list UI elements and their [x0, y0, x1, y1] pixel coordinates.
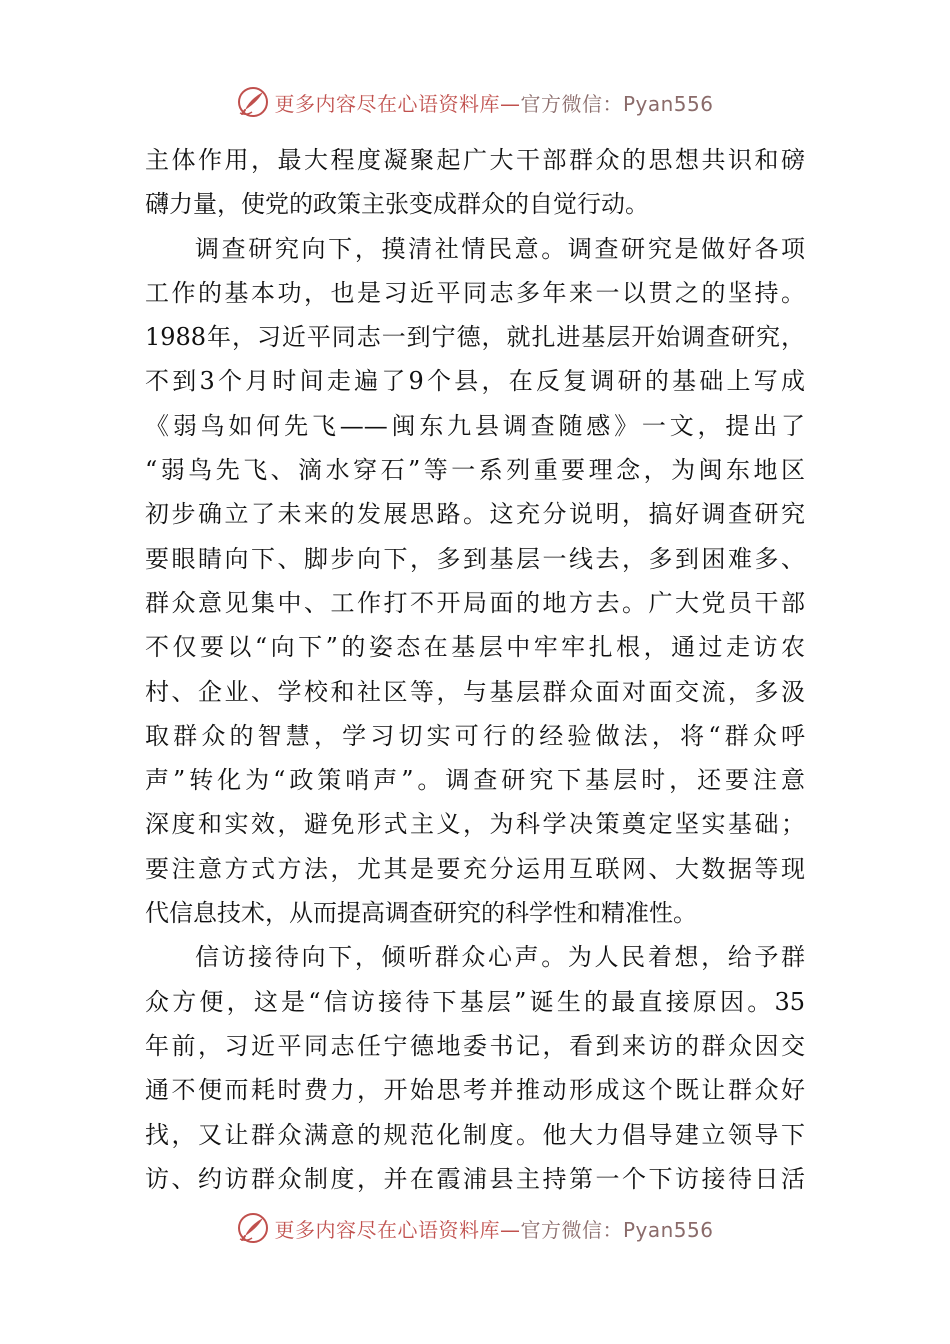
footer-banner-main: 更多内容尽在心语资料库 [274, 1217, 500, 1242]
header-banner-dash: — [499, 91, 521, 116]
header-banner-inner [236, 85, 713, 119]
text-line: 通不便而耗时费力，开始思考并推动形成这个既让群众好 [145, 1076, 805, 1105]
text-line: 1988年，习近平同志一到宁德，就扎进基层开始调查研究， [145, 323, 805, 352]
text-line: 众方便，这是“信访接待下基层”诞生的最直接原因。35 [145, 987, 805, 1016]
text-line: 要眼睛向下、脚步向下，多到基层一线去，多到困难多、 [145, 544, 805, 573]
header-banner-text [274, 88, 713, 117]
footer-banner-wechat: 官方微信：Pyan556 [520, 1217, 714, 1242]
header-banner [0, 82, 950, 122]
paragraph-start-line: 调查研究向下，摸清社情民意。调查研究是做好各项 [195, 234, 805, 263]
footer-banner-dash: — [499, 1217, 521, 1242]
text-line: “弱鸟先飞、滴水穿石”等一系列重要理念，为闽东地区 [145, 456, 805, 485]
quill-pen-logo-icon [236, 1211, 270, 1245]
text-line: 初步确立了未来的发展思路。这充分说明，搞好调查研究 [145, 500, 805, 529]
quill-pen-logo-icon [236, 85, 270, 119]
text-line: 年前，习近平同志任宁德地委书记，看到来访的群众因交 [145, 1031, 805, 1060]
text-line: 声”转化为“政策哨声”。调查研究下基层时，还要注意 [145, 766, 805, 795]
text-line: 代信息技术，从而提高调查研究的科学性和精准性。 [145, 899, 697, 928]
header-banner-wechat: 官方微信：Pyan556 [520, 91, 714, 116]
text-line: 主体作用，最大程度凝聚起广大干部群众的思想共识和磅 [145, 146, 805, 174]
text-line: 工作的基本功，也是习近平同志多年来一以贯之的坚持。 [145, 278, 805, 307]
text-line: 访、约访群众制度，并在霞浦县主持第一个下访接待日活 [145, 1164, 805, 1193]
text-line: 要注意方式方法，尤其是要充分运用互联网、大数据等现 [145, 854, 805, 883]
footer-banner-text [274, 1214, 713, 1243]
text-line: 找，又让群众满意的规范化制度。他大力倡导建立领导下 [145, 1120, 805, 1149]
text-line: 礴力量，使党的政策主张变成群众的自觉行动。 [145, 190, 649, 219]
header-banner-main: 更多内容尽在心语资料库 [274, 91, 500, 116]
paragraph-start-line: 信访接待向下，倾听群众心声。为人民着想，给予群 [195, 943, 805, 972]
text-line: 《弱鸟如何先飞——闽东九县调查随感》一文，提出了 [145, 411, 805, 440]
text-line: 不仅要以“向下”的姿态在基层中牢牢扎根，通过走访农 [145, 633, 805, 662]
footer-banner-inner [236, 1211, 713, 1245]
document-body [145, 138, 805, 1201]
text-line: 取群众的智慧，学习切实可行的经验做法，将“群众呼 [145, 721, 805, 750]
text-line: 群众意见集中、工作打不开局面的地方去。广大党员干部 [145, 588, 805, 617]
text-line: 不到3个月时间走遍了9个县，在反复调研的基础上写成 [145, 367, 805, 396]
text-line: 村、企业、学校和社区等，与基层群众面对面交流，多汲 [145, 677, 805, 706]
text-line: 深度和实效，避免形式主义，为科学决策奠定坚实基础； [145, 810, 805, 839]
footer-banner [0, 1208, 950, 1248]
